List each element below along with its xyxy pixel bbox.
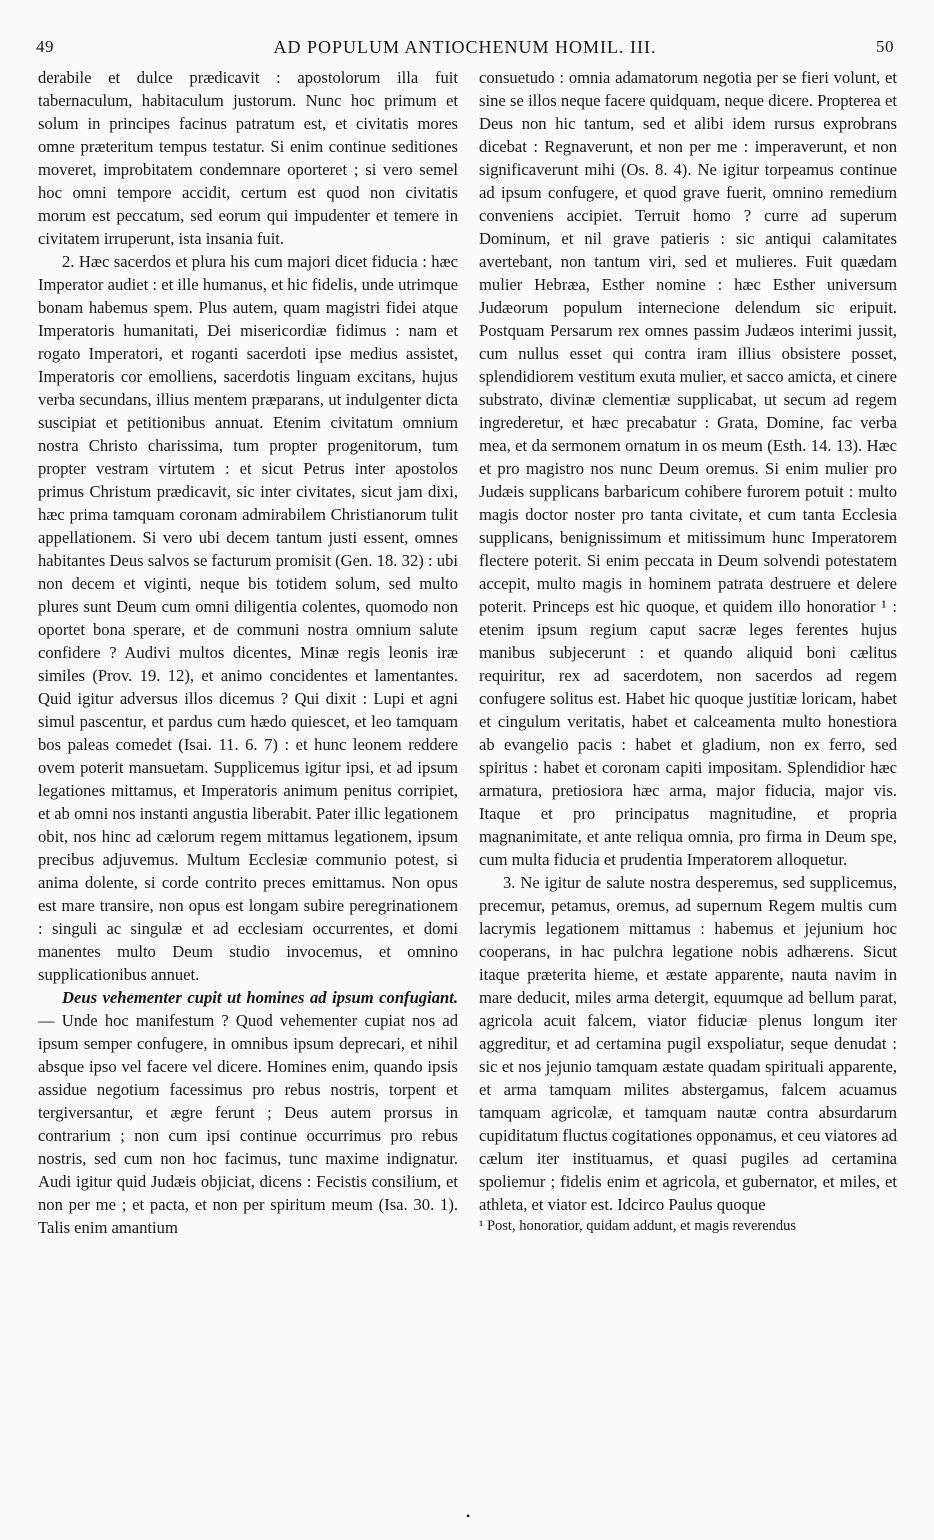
right-page-number: 50 <box>876 37 894 56</box>
footnote: ¹ Post, honoratior, quidam addunt, et magis reverendus <box>479 1218 797 1234</box>
left-paragraph-2: 2. Hæc sacerdos et plura his cum majori dicet fiducia : hæc Imperator audiet : et ille humanus, et hic fidelis, unde utrimque bonam habemus spem. Plus autem, quam magistri fidei atque Imperatoris humanitati, Dei misericordiæ fidimus : nam et rogato Imperatori, et roganti sacerdoti ipse medius assistet, Imperatoris cor emolliens, sacerdotis linguam excitans, hujus verba secundans, illius mentem præparans, ut indulgenter dicta suscipiat et petitionibus annuat. Etenim civitatum omnium nostra Christo charissima, tum propter progenitorum, tum propter vestram virtutem : et sicut Petrus inter apostolos primus Christum prædicavit, sic inter civitates, sicut jam dixi, hæc prima tamquam coronam admirabilem Christianorum tulit appellationem. Si vero ubi decem tantum justi essent, omnes habitantes Deus salvos se facturum promisit (Gen. 18. 32) : ubi non decem et viginti, neque bis totidem solum, sed multo plures sunt Deum cum omni diligentia colentes, quomodo non oportet bona sperare, et de communi nostra omnium salute confidere ? Audivi multos dicentes, Minæ regis leonis iræ similes (Prov. 19. 12), et animo concidentes et lamentantes. Quid igitur adversus illos dicemus ? Qui dixit : Lupi et agni simul pascentur, et pardus cum hædo quiescet, et leo tamquam bos paleas comedet (Isai. 11. 6. 7) : et hunc leonem reddere ovem poterit mansuetam. Supplicemus igitur ipsi, et ad ipsum legationes mittamus, et Imperatoris animum penitus corripiet, et ab omni nos instanti angustia liberabit. Pater illic legationem obit, nos hinc ad cælorum regem mittamus legationem, ipsum precibus adjuvemus. Multum Ecclesiæ communio potest, si anima dolente, si corde contrito preces emittamus. Non opus est mare transire, non opus est longam subire peregrinationem : singuli ac singulæ et ad ecclesiam occurrentes, et domi manentes multo Deum studio invocemus, et omnino supplicationibus annuet. <box>38 252 458 984</box>
left-page-number: 49 <box>36 37 54 56</box>
left-paragraph-3 <box>38 986 458 1239</box>
right-column <box>479 66 897 1236</box>
bottom-mark: • <box>466 1509 471 1523</box>
running-header <box>36 32 894 62</box>
right-paragraph-1: consuetudo : omnia adamatorum negotia per se fieri volunt, et sine se illos neque facere quidquam, neque dicere. Propterea et Deus non hic tantum, sed et alibi idem rursus exprobrans dicebat : Regnaverunt, et non per me : imperaverunt, et non significaverunt mihi (Os. 8. 4). Ne igitur torpeamus continue ad ipsum confugere, et quod grave fuerit, omnino remedium conveniens accipiet. Terruit homo ? curre ad superum Dominum, et nil grave patieris : sic antiqui calamitates avertebant, non tantum viri, sed et mulieres. Fuit quædam mulier Hebræa, Esther nomine : hæc Esther universum Judæorum populum internecione delendum sic eripuit. Postquam Persarum rex omnes passim Judæos interimi jussit, cum nullus esset qui contra iram illius obsistere posset, splendidiorem vestitum exuta mulier, et sacco amicta, et cinere substrato, divinæ clementiæ supplicabat, ut secum ad regem ingrederetur, et hæc precabatur : Grata, Domine, fac verba mea, et da sermonem ornatum in os meum (Esth. 14. 13). Hæc et pro magistro nos nunc Deum oremus. Si enim mulier pro Judæis supplicans barbaricum cohibere furorem potuit : multo magis doctor noster pro tanta civitate, et cum tanta Ecclesia supplicans, benignissimum et mitissimum hunc Imperatorem flectere poterit. Si enim peccata in Deum solvendi potestatem accepit, multo magis in hominem patrata destruere et delere poterit. Princeps est hic quoque, et quidem illo honoratior ¹ : etenim ipsum regium caput sacræ leges ferentes hujus manibus subjecerunt : et quando aliquid boni cælitus requiritur, rex ad sacerdotem, non sacerdos ad regem confugere solitus est. Habet hic quoque justitiæ loricam, habet et cingulum veritatis, habet et calceamenta multo honestiora ab evangelio pacis : habet et gladium, non ex ferro, sed spiritus : habet et coronam capiti impositam. Splendidior hæc armatura, pretiosiora hæc arma, major fiducia, major vis. Itaque et pro principatus magnitudine, et propria magnanimitate, et ante reliqua omnia, pro firma in Deum spe, cum multa fiducia et prudentia Imperatorem alloquetur. <box>479 68 897 869</box>
left-column <box>38 66 458 1239</box>
left-paragraph-1: derabile et dulce prædicavit : apostolorum illa fuit tabernaculum, habitaculum justorum. Nunc hoc primum et solum in principes facinus patratum est, et civitatis mores omne præteritum tempus testatur. Si enim continue seditiones moveret, improbitatem condemnare oporteret ; si vero semel hoc omni tempore accidit, certum est quod non civitatis morum est peccatum, sed eorum qui impudenter et temere in civitatem irruperunt, ista insania fuit. <box>38 68 458 248</box>
right-paragraph-2: 3. Ne igitur de salute nostra desperemus, sed supplicemus, precemur, petamus, oremus, ad supernum Regem multis cum lacrymis legationem mittamus : habemus et jejunium hoc cooperans, in hac pulchra legatione nobis adhærens. Sicut itaque præterita hieme, et æstate apparente, nauta navim in mare deducit, miles arma detergit, equumque ad bellum parat, agricola acuit falcem, viator fiduciæ plenus longum iter aggreditur, et ad certamina pugil exspoliatur, seque denudat : sic et nos jejunio tamquam æstate quadam spirituali apparente, et arma tamquam milites abstergamus, falcem acuamus tamquam agricolæ, et tamquam nautæ contra absurdarum cupiditatum fluctus cogitationes opponamus, et ceu viatores ad cælum iter instituamus, et quasi pugiles ad certamina spoliemur ; fidelis enim et agricola, et gubernator, et miles, et athleta, et viator est. Idcirco Paulus quoque <box>479 873 897 1214</box>
running-title: AD POPULUM ANTIOCHENUM HOMIL. III. <box>273 36 657 57</box>
left-paragraph-3-text: — Unde hoc manifestum ? Quod vehementer cupiat nos ad ipsum semper confugere, in omnibus ipsum deprecari, et nihil absque ipso vel facere vel dicere. Homines enim, quando ipsis assidue negotium facessimus pro rebus nostris, torpent et tergiversantur, et ægre ferunt ; Deus autem prorsus in contrarium ; non cum ipsi continue occurrimus pro rebus nostris, sed cum non hoc facimus, tunc maxime indignatur. Audi igitur quid Judæis objiciat, dicens : Fecistis consilium, et non per me ; et pacta, et non per spiritum meum (Isa. 30. 1). Talis enim amantium <box>38 1011 458 1237</box>
section-heading: Deus vehementer cupit ut homines ad ipsum confugiant. <box>62 988 458 1007</box>
